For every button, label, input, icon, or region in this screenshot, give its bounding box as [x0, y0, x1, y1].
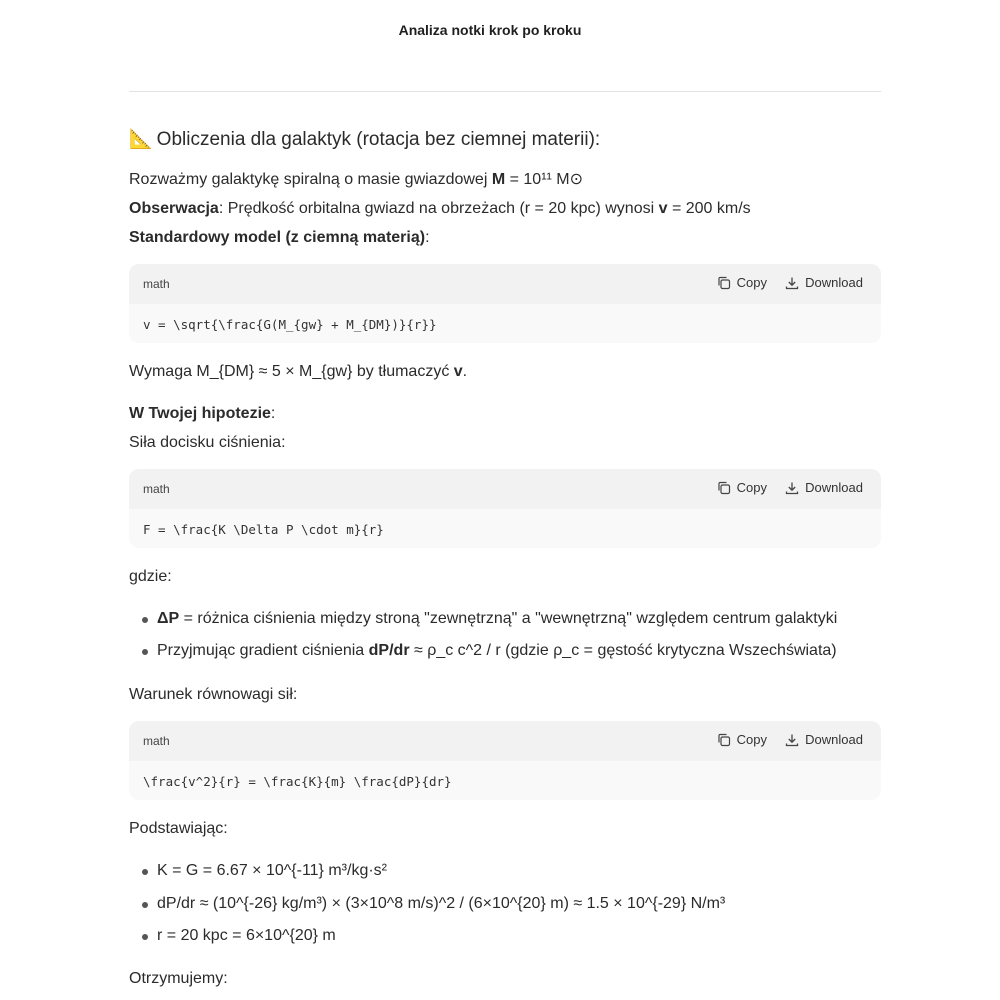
intro-line-2: Obserwacja: Prędkość orbitalna gwiazd na obrzeżach (r = 20 kpc) wynosi v = 200 km/s	[129, 200, 751, 217]
result-label: Otrzymujemy:	[129, 970, 228, 987]
download-button[interactable]	[785, 732, 863, 747]
header-divider	[129, 91, 881, 92]
code-language-label: math	[143, 482, 170, 496]
list-item: r = 20 kpc = 6×10^{20} m	[129, 926, 725, 946]
download-label: Download	[805, 275, 863, 290]
copy-icon	[717, 733, 731, 747]
code-header	[129, 264, 881, 304]
download-icon	[785, 733, 799, 747]
code-header	[129, 469, 881, 509]
section-heading-text: Obliczenia dla galaktyk (rotacja bez ciemnej materii):	[156, 129, 601, 150]
page-title: Analiza notki krok po kroku	[398, 22, 582, 38]
download-label: Download	[805, 732, 863, 747]
code-text: v = \sqrt{\frac{G(M_{gw} + M_{DM})}{r}}	[143, 317, 437, 332]
copy-label: Copy	[736, 732, 767, 747]
section-heading	[129, 127, 600, 151]
hypothesis-line-1: W Twojej hipotezie:	[129, 405, 276, 422]
code-text: \frac{v^2}{r} = \frac{K}{m} \frac{dP}{dr}	[143, 774, 452, 789]
definitions-list	[129, 609, 837, 661]
code-text: F = \frac{K \Delta P \cdot m}{r}	[143, 522, 384, 537]
list-item: Przyjmując gradient ciśnienia dP/dr ≈ ρ_c c^2 / r (gdzie ρ_c = gęstość krytyczna Wszechświata)	[129, 641, 837, 661]
code-header	[129, 721, 881, 761]
list-item: ΔP = różnica ciśnienia między stroną "zewnętrzną" a "wewnętrzną" względem centrum galaktyki	[129, 609, 837, 629]
code-block-2	[129, 469, 881, 548]
intro-line-1: Rozważmy galaktykę spiralną o masie gwiazdowej M = 10¹¹ M⊙	[129, 171, 584, 188]
after-code-1: Wymaga M_{DM} ≈ 5 × M_{gw} by tłumaczyć v.	[129, 363, 468, 380]
copy-icon	[717, 276, 731, 290]
code-block-1	[129, 264, 881, 343]
copy-button[interactable]	[717, 480, 767, 495]
copy-icon	[717, 481, 731, 495]
intro-line-3: Standardowy model (z ciemną materią):	[129, 229, 430, 246]
code-block-3	[129, 721, 881, 800]
copy-button[interactable]	[717, 275, 767, 290]
download-label: Download	[805, 480, 863, 495]
triangular-ruler-icon: 📐	[129, 129, 153, 150]
hypothesis-line-2: Siła docisku ciśnienia:	[129, 434, 286, 451]
copy-button[interactable]	[717, 732, 767, 747]
values-list	[129, 861, 725, 946]
copy-label: Copy	[736, 480, 767, 495]
download-icon	[785, 481, 799, 495]
download-icon	[785, 276, 799, 290]
copy-label: Copy	[736, 275, 767, 290]
substituting-label: Podstawiając:	[129, 820, 228, 837]
list-item: K = G = 6.67 × 10^{-11} m³/kg·s²	[129, 861, 725, 881]
gdzie-label: gdzie:	[129, 568, 172, 585]
download-button[interactable]	[785, 480, 863, 495]
download-button[interactable]	[785, 275, 863, 290]
code-language-label: math	[143, 277, 170, 291]
equilibrium-label: Warunek równowagi sił:	[129, 686, 298, 703]
code-language-label: math	[143, 734, 170, 748]
list-item: dP/dr ≈ (10^{-26} kg/m³) × (3×10^8 m/s)^2 / (6×10^{20} m) ≈ 1.5 × 10^{-29} N/m³	[129, 894, 725, 914]
